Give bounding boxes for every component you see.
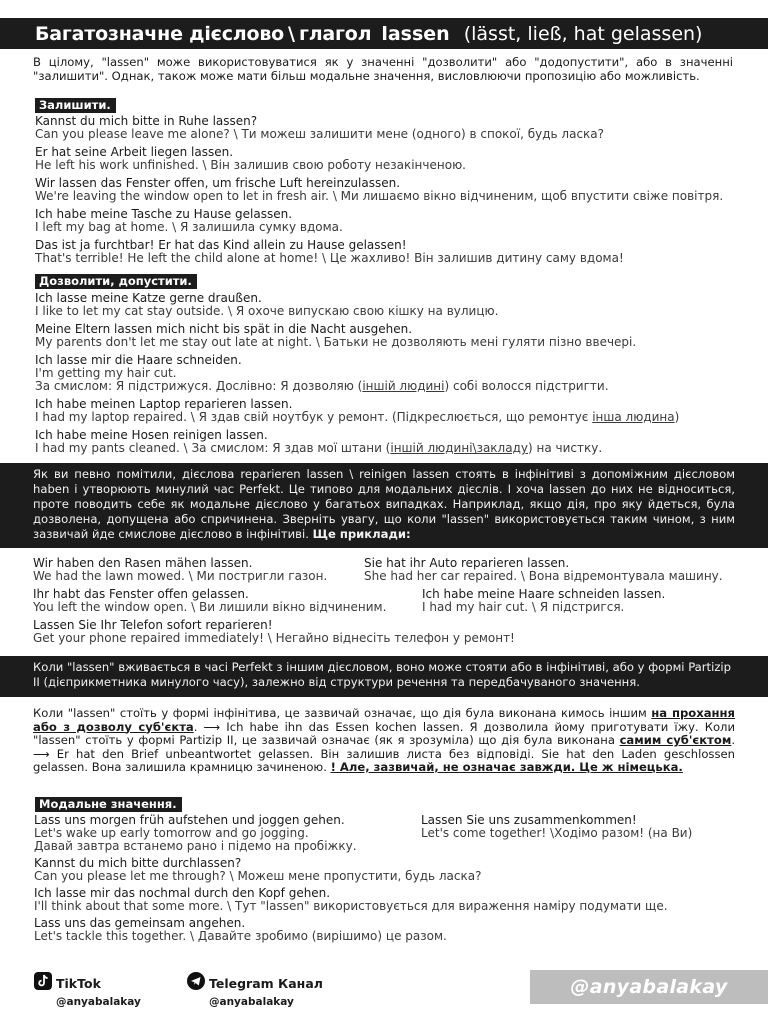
more-examples-label: Ще приклади:: [312, 527, 411, 541]
section-modal: [0, 793, 768, 812]
example-german: Kannst du mich bitte in Ruhe lassen?: [35, 114, 258, 128]
example-translation: I left my bag at home. \ Я залишила сумку вдома.: [35, 220, 343, 234]
section-modal-list: [0, 813, 768, 943]
example-item: [35, 291, 768, 318]
example-item: [33, 618, 768, 645]
example-translation: I had my pants cleaned. \ За смислом: Я здав мої штани (іншій людині\закладу) на чистку.: [35, 441, 603, 455]
example-translation: We're leaving the window open to let in fresh air. \ Ми лишаємо вікно відчиненим, щоб впустити свіже повітря.: [35, 189, 724, 203]
example-item: [35, 397, 768, 424]
example-german: Ihr habt das Fenster offen gelassen.: [33, 587, 249, 601]
emphasis-subject: самим суб'єктом: [619, 733, 732, 747]
example-item: [35, 322, 768, 349]
example-item: [35, 145, 768, 172]
example-item: [364, 556, 723, 583]
example-item: [34, 813, 421, 853]
example-german: Wir lassen das Fenster offen, um frische Luft hereinzulassen.: [35, 176, 401, 190]
example-item: [35, 176, 768, 203]
tiktok-handle: @anyabalakay: [56, 996, 141, 1008]
example-translation-uk: Давай завтра встанемо рано і підемо на пробіжку.: [34, 839, 357, 853]
example-german: Wir haben den Rasen mähen lassen.: [33, 556, 253, 570]
section-label-leave: Залишити.: [35, 98, 116, 113]
example-german: Ich habe meine Tasche zu Hause gelassen.: [35, 207, 293, 221]
example-german: Das ist ja furchtbar! Er hat das Kind allein zu Hause gelassen!: [35, 238, 407, 252]
example-item: [33, 587, 422, 614]
example-translation: Let's wake up early tomorrow and go jogging.: [34, 826, 309, 840]
infinitive-vs-partizip-explanation: Коли "lassen" стоїть у формі інфінітива, це зазвичай означає, що дія була виконана кимось іншим на прохання або з дозволу суб'єкта. ⟶ Ich habe ihn das Essen kochen lassen. Я дозволила йому приготувати їжу. Коли "lassen" стоїть у формі Partizip II, це зазвичай означає (як я зрозуміла) що дія була виконана самим суб'єктом. ⟶ Er hat den Brief unbeantwortet gelassen. Він залишив листа без відповіді. Sie hat den Laden geschlossen gelassen. Вона залишила крамницю зачиненою. ! Але, зазвичай, не означає завжди. Це ж німецька.: [33, 706, 735, 774]
section-label-allow: Дозволити, допустити.: [35, 274, 197, 289]
example-translation: I like to let my cat stay outside. \ Я охоче випускаю свою кішку на вулицю.: [35, 304, 499, 318]
telegram-handle: @anyabalakay: [209, 996, 294, 1008]
example-german: Er hat seine Arbeit liegen lassen.: [35, 145, 234, 159]
underlined-phrase: іншій людині: [362, 379, 445, 393]
example-german: Ich habe meine Haare schneiden lassen.: [422, 587, 666, 601]
intro-paragraph: В цілому, "lassen" може використовуватися як у значенні "дозволити" або "додопустити", або в значенні "залишити". Однак, також може мати більш модальне значення, висловлюючи пропозицію або можливість.: [33, 55, 733, 83]
telegram-link[interactable]: [187, 972, 323, 1008]
example-translation: I'll think about that some more. \ Тут "lassen" використовується для вираження наміру подумати ще.: [34, 899, 668, 913]
examples-grid: [0, 556, 768, 645]
title-main: Багатозначне дієслово: [35, 22, 285, 45]
example-translation: She had her car repaired. \ Вона відремонтувала машину.: [364, 569, 723, 583]
tiktok-icon: [34, 972, 52, 994]
example-german: Meine Eltern lassen mich nicht bis spät in die Nacht ausgehen.: [35, 322, 413, 336]
example-item: [34, 886, 768, 913]
example-item: [35, 428, 768, 455]
explanation-band-perfekt: Як ви певно помітили, дієслова reparieren lassen \ reinigen lassen стоять в інфінітиві з допоміжним дієсловом haben і утворюють минулий час Perfekt. Це типово для модальних дієслів. І хоча lassen до них не відноситься, проте поводить себе як модальне дієслово у багатьох випадках. Наприклад, якщо дія, про яку йдеться, була дозволена, допущена або спричинена. Зверніть увагу, що коли "lassen" використовується таким чином, з ним зазвичай йде смислове дієслово в інфінітиві. Ще приклади:: [0, 463, 768, 548]
example-translation: I'm getting my hair cut.: [35, 366, 177, 380]
title-separator: \: [288, 22, 295, 45]
title-bar: [0, 18, 768, 49]
section-allow: [0, 270, 768, 289]
example-item: [422, 587, 665, 614]
example-german: Ich lasse mir die Haare schneiden.: [35, 353, 242, 367]
emphasis-request: на прохання або з дозволу суб'єкта: [33, 706, 735, 734]
section-leave: [0, 94, 768, 113]
example-translation: Can you please leave me alone? \ Ти можеш залишити мене (одного) в спокої, будь ласка?: [35, 127, 605, 141]
telegram-icon: [187, 972, 205, 994]
example-translation: That's terrible! He left the child alone at home! \ Це жахливо! Він залишив дитину саму вдома!: [35, 251, 624, 265]
explanation-band-partizip: Коли "lassen" вживається в часі Perfekt з іншим дієсловом, воно може стояти або в інфінітиві, або у формі Partizip II (дієприкметника минулого часу), залежно від структури речення та передбачуваного значення.: [0, 656, 768, 697]
example-translation: You left the window open. \ Ви лишили вікно відчиненим.: [33, 600, 387, 614]
example-german: Lass uns das gemeinsam angehen.: [34, 916, 246, 930]
example-item: [33, 556, 364, 583]
example-translation: Let's tackle this together. \ Давайте зробимо (вирішимо) це разом.: [34, 929, 447, 943]
example-translation: I had my laptop repaired. \ Я здав свій ноутбук у ремонт. (Підкреслюється, що ремонтує інша людина): [35, 410, 680, 424]
underlined-phrase: інша людина: [592, 410, 675, 424]
example-item: [35, 238, 768, 265]
example-translation: Let's come together! \Ходімо разом! (на Ви): [421, 826, 693, 840]
underlined-phrase: іншій людині\закладу: [390, 441, 528, 455]
example-translation: We had the lawn mowed. \ Ми постригли газон.: [33, 569, 328, 583]
example-item: [34, 856, 768, 883]
example-item: [35, 207, 768, 234]
section-label-modal: Модальне значення.: [35, 797, 182, 812]
example-german: Ich lasse mir das nochmal durch den Kopf gehen.: [34, 886, 331, 900]
example-translation: He left his work unfinished. \ Він залишив свою роботу незакінченою.: [35, 158, 466, 172]
example-item: [35, 353, 768, 393]
example-german: Ich lasse meine Katze gerne draußen.: [35, 291, 262, 305]
tiktok-label: TikTok: [56, 975, 101, 991]
example-note: За смислом: Я підстрижуся. Дослівно: Я дозволяю (іншій людині) собі волосся підстригти.: [35, 379, 609, 393]
telegram-label: Telegram Канал: [209, 975, 323, 991]
title-forms: (lässt, ließ, hat gelassen): [463, 22, 703, 45]
example-item: [35, 114, 768, 141]
example-translation: My parents don't let me stay out late at night. \ Батьки не дозволяють мені гуляти пізно ввечері.: [35, 335, 637, 349]
example-german: Lassen Sie uns zusammenkommen!: [421, 813, 637, 827]
example-translation: Can you please let me through? \ Можеш мене пропустити, будь ласка?: [34, 869, 482, 883]
example-german: Sie hat ihr Auto reparieren lassen.: [364, 556, 570, 570]
example-item: [34, 916, 768, 943]
author-badge: @anyabalakay: [530, 970, 768, 1004]
section-leave-list: [0, 114, 768, 265]
title-second: глагол: [298, 22, 372, 45]
example-german: Ich habe meinen Laptop reparieren lassen.: [35, 397, 293, 411]
section-allow-list: [0, 291, 768, 455]
tiktok-link[interactable]: [34, 972, 141, 1008]
example-translation: I had my hair cut. \ Я підстригся.: [422, 600, 625, 614]
emphasis-warning: ! Але, зазвичай, не означає завжди. Це ж німецька.: [330, 760, 683, 774]
example-german: Ich habe meine Hosen reinigen lassen.: [35, 428, 268, 442]
example-german: Lassen Sie Ihr Telefon sofort reparieren!: [33, 618, 273, 632]
example-item: [421, 813, 692, 853]
example-translation: Get your phone repaired immediately! \ Негайно віднесіть телефон у ремонт!: [33, 631, 515, 645]
title-word: lassen: [381, 22, 450, 45]
example-german: Kannst du mich bitte durchlassen?: [34, 856, 242, 870]
example-german: Lass uns morgen früh aufstehen und joggen gehen.: [34, 813, 345, 827]
